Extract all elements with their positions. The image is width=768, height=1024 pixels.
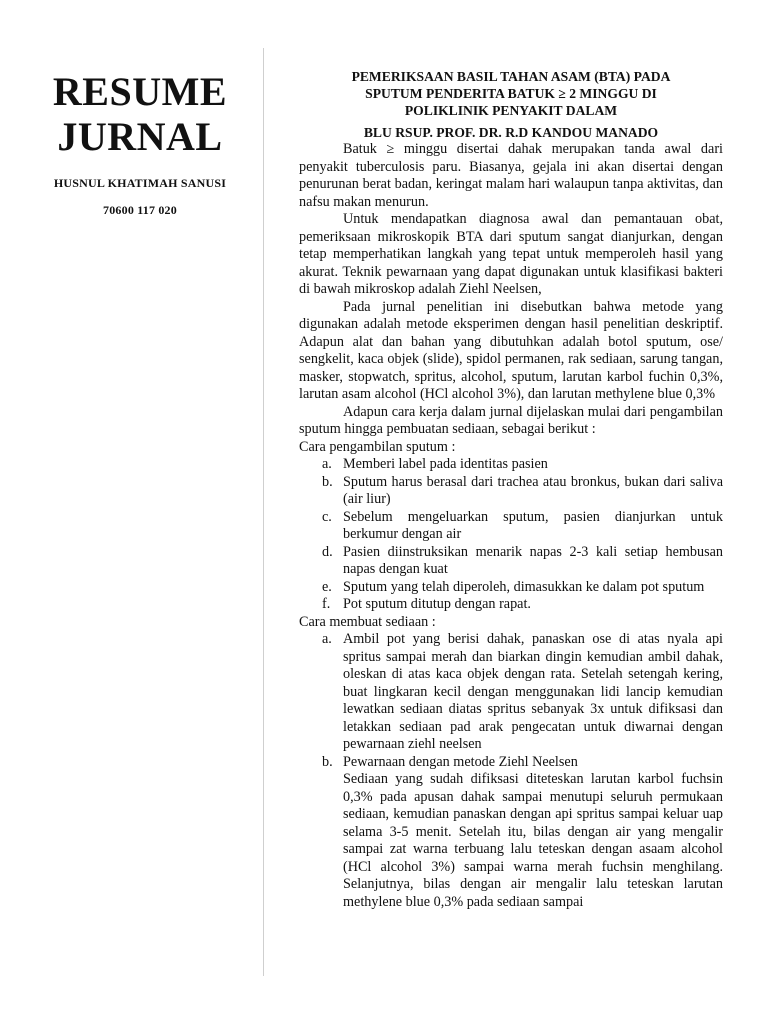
list-marker: e. (322, 578, 332, 595)
paragraph: Untuk mendapatkan diagnosa awal dan pemantauan obat, pemeriksaan mikroskopik BTA dari sputum sangat dianjurkan, dengan tetap memperhatikan langkah yang tepat untuk memperoleh hasil yang akurat. Teknik pewarnaan yang dapat digunakan untuk klasifikasi bakteri di bawah mikroskop adalah Ziehl Neelsen, (299, 211, 723, 297)
heading-line: PEMERIKSAAN BASIL TAHAN ASAM (BTA) PADA (351, 69, 671, 84)
article-body (299, 68, 723, 911)
article-heading (299, 68, 723, 119)
institution-heading: BLU RSUP. PROF. DR. R.D KANDOU MANADO (363, 125, 659, 140)
author-name: HUSNUL KHATIMAH SANUSI (53, 175, 227, 190)
slide-preparation-list (299, 631, 723, 911)
list-item (299, 579, 723, 597)
title-line-1: RESUME (52, 69, 228, 114)
list-item-text: Sebelum mengeluarkan sputum, pasien dianjurkan untuk berkumur dengan air (343, 508, 723, 542)
section-label-slide-preparation: Cara membuat sediaan : (299, 613, 436, 630)
list-item-text: Sputum yang telah diperoleh, dimasukkan ke dalam pot sputum (343, 578, 705, 595)
list-marker: b. (322, 473, 333, 490)
list-item-text: Sputum harus berasal dari trachea atau bronkus, bukan dari saliva (air liur) (343, 473, 723, 507)
document-title (40, 70, 240, 160)
section-label-sputum-collection: Cara pengambilan sputum : (299, 438, 456, 455)
list-item-detail: Sediaan yang sudah difiksasi diteteskan larutan karbol fuchsin 0,3% pada apusan dahak sampai menutupi seluruh permukaan sediaan, kemudian panaskan dengan api spritus sampai keluar uap selama 3-5 menit. Setelah itu, bilas dengan air yang mengalir sampai zat warna terbuang lalu teteskan dengan asaam alcohol (HCl alcohol 3%) sampai warna merah fuchsin menghilang. Selanjutnya, bilas dengan air mengalir lalu teteskan larutan methylene blue 0,3% pada sediaan sampai (343, 771, 723, 910)
list-item-text: Pasien diinstruksikan menarik napas 2-3 kali setiap hembusan napas dengan kuat (343, 543, 723, 577)
student-id: 70600 117 020 (103, 202, 177, 217)
sidebar (40, 70, 240, 218)
list-item (299, 474, 723, 509)
list-marker: a. (322, 456, 332, 472)
paragraph: Batuk ≥ minggu disertai dahak merupakan tanda awal dari penyakit tuberculosis paru. Biasanya, gejala ini akan disertai dengan penurunan berat badan, keringat malam hari walaupun tanpa aktivitas, dan nafsu makan menurun. (299, 141, 723, 210)
list-item (299, 509, 723, 544)
list-item-text: Pot sputum ditutup dengan rapat. (343, 596, 531, 612)
list-item (299, 631, 723, 754)
sputum-collection-list (299, 456, 723, 614)
list-item-text: Ambil pot yang berisi dahak, panaskan ose di atas nyala api spritus sampai merah dan biarkan dingin kemudian ambil dahak, oleskan di atas kaca objek dengan rata. Setelah setengah kering, buat lingkaran kecil dengan menggunakan lidi lancip kemudian lewatkan sediaan diatas spritus sebanyak 3x untuk difiksasi dan letakkan sediaan pad arak pengecatan untuk diwarnai dengan pewarnaan ziehl neelsen (343, 631, 723, 752)
list-item (299, 456, 723, 474)
title-line-2: JURNAL (57, 113, 223, 159)
list-marker: a. (322, 631, 332, 647)
list-item (299, 754, 723, 912)
list-item-text: Pewarnaan dengan metode Ziehl Neelsen (343, 753, 578, 770)
paragraph: Adapun cara kerja dalam jurnal dijelaskan mulai dari pengambilan sputum hingga pembuatan sediaan, sebagai berikut : (299, 403, 723, 437)
list-item (299, 544, 723, 579)
paragraph: Pada jurnal penelitian ini disebutkan bahwa metode yang digunakan adalah metode eksperimen dengan hasil penelitian deskriptif. Adapun alat dan bahan yang dibutuhkan adalah botol sputum, ose/ sengkelit, kaca objek (slide), spidol permanen, rak sediaan, sarung tangan, masker, stopwatch, spritus, alcohol, sputum, larutan karbol fuchin 0,3%, larutan asam alcohol (HCl alcohol 3%), dan larutan methylene blue 0,3% (299, 298, 723, 402)
list-item-text: Memberi label pada identitas pasien (343, 456, 548, 472)
column-divider (263, 48, 264, 976)
list-marker: d. (322, 543, 333, 560)
list-marker: b. (322, 753, 333, 770)
list-marker: f. (322, 596, 331, 612)
list-item (299, 596, 723, 614)
list-marker: c. (322, 508, 332, 525)
heading-line: SPUTUM PENDERITA BATUK ≥ 2 MINGGU DI (365, 86, 657, 101)
heading-line: POLIKLINIK PENYAKIT DALAM (404, 103, 618, 118)
